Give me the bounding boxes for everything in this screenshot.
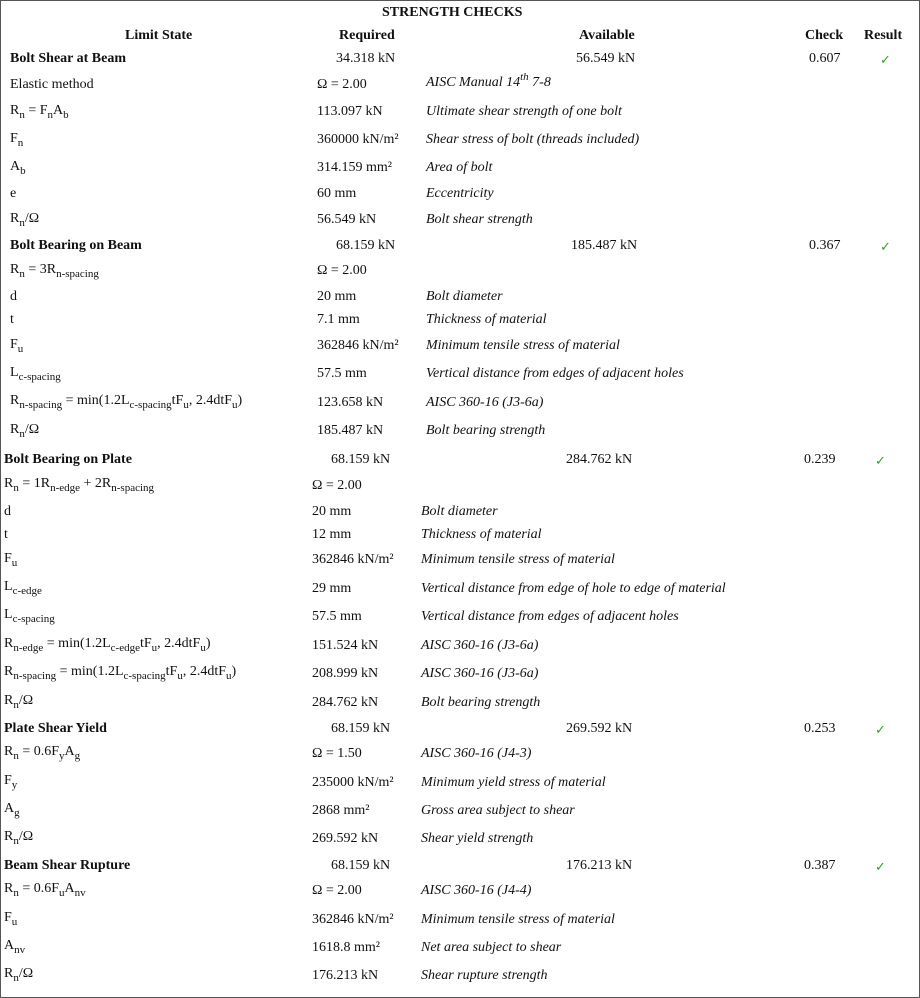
section-required: 68.159 kN [331, 452, 391, 467]
formula-rn-spacing: $R_{n-spacing} = \min(1.2L_{c-spacing}tF_u$, 2.4dtF$_u$) [4, 664, 237, 682]
section-required: 68.159 kN [331, 721, 391, 736]
section-check-ratio: 0.367 [809, 238, 841, 253]
row-value: 284.762 kN [312, 695, 379, 710]
header-limit-state: Limit State [125, 28, 193, 43]
section-check-ratio: 0.607 [809, 51, 841, 66]
row-value: Ω = 2.00 [317, 77, 367, 92]
row-description: Shear rupture strength [421, 968, 548, 983]
row-description: Area of bolt [426, 160, 493, 175]
formula-rn-edge: $R_{n-edge} = \min(1.2L_{c-edge}tF_u$, 2.4dtF$_u$) [4, 636, 211, 654]
row-label: d [4, 504, 11, 519]
symbol-rn-over-omega: $R_n/\Omega$ [4, 829, 34, 847]
row-value: 151.524 kN [312, 638, 379, 653]
row-value: 362846 kN/m² [317, 338, 399, 353]
symbol-ag: $A_g$ [4, 801, 20, 819]
row-value: 60 mm [317, 186, 357, 201]
section-available: 176.213 kN [566, 858, 633, 873]
row-value: 362846 kN/m² [312, 552, 394, 567]
pass-check-icon: ✓ [875, 453, 886, 468]
row-value: 1618.8 mm² [312, 940, 380, 955]
row-description: Thickness of material [421, 527, 542, 542]
row-value: 269.592 kN [312, 831, 379, 846]
row-description: Vertical distance from edges of adjacent holes [426, 366, 684, 381]
row-value: 57.5 mm [312, 609, 362, 624]
symbol-fy: $F_y$ [4, 773, 18, 791]
formula-rn-spacing: $R_{n-spacing} = \min(1.2L_{c-spacing}tF_u$, 2.4dtF$_u$) [10, 393, 243, 411]
row-value: 7.1 mm [317, 312, 360, 327]
row-label: Elastic method [10, 77, 94, 92]
row-description: Eccentricity [426, 186, 494, 201]
row-description: Bolt diameter [426, 289, 503, 304]
row-value: 2868 mm² [312, 803, 370, 818]
row-description: Minimum tensile stress of material [426, 338, 620, 353]
row-description: Ultimate shear strength of one bolt [426, 104, 622, 119]
row-description: Minimum tensile stress of material [421, 552, 615, 567]
section-name: Bolt Shear at Beam [10, 51, 127, 66]
row-description: Vertical distance from edge of hole to edge of material [421, 581, 726, 596]
row-description: Bolt bearing strength [421, 695, 541, 710]
formula-rn-bearing-beam: $R_n = 3R_{n-spacing}$ [10, 262, 99, 280]
section-check-ratio: 0.387 [804, 858, 836, 873]
row-description: AISC Manual 14th 7-8 [426, 71, 551, 90]
pass-check-icon: ✓ [875, 722, 886, 737]
row-value: 12 mm [312, 527, 352, 542]
row-value: 176.213 kN [312, 968, 379, 983]
symbol-anv: $A_{nv}$ [4, 938, 26, 956]
row-label: d [10, 289, 17, 304]
section-available: 269.592 kN [566, 721, 633, 736]
row-description: Net area subject to shear [421, 940, 562, 955]
symbol-rn-over-omega: $R_n/\Omega$ [10, 211, 40, 229]
symbol-lc-edge: $L_{c-edge}$ [4, 579, 42, 597]
row-value: 123.658 kN [317, 395, 384, 410]
section-name: Bolt Bearing on Plate [4, 452, 132, 467]
symbol-rn-over-omega: $R_n/\Omega$ [4, 966, 34, 984]
symbol-ab: $A_b$ [10, 159, 26, 177]
section-available: 56.549 kN [576, 51, 636, 66]
row-description: AISC 360-16 (J3-6a) [421, 666, 539, 681]
row-description: Bolt bearing strength [426, 423, 546, 438]
row-description: Vertical distance from edges of adjacent holes [421, 609, 679, 624]
row-description: Minimum yield stress of material [421, 775, 606, 790]
table-title: STRENGTH CHECKS [382, 5, 523, 20]
row-label: t [4, 527, 8, 542]
row-value: Ω = 2.00 [317, 263, 367, 278]
section-required: 68.159 kN [336, 238, 396, 253]
section-required: 68.159 kN [331, 858, 391, 873]
row-description: Gross area subject to shear [421, 803, 575, 818]
row-description: Shear yield strength [421, 831, 534, 846]
section-available: 185.487 kN [571, 238, 638, 253]
row-value: Ω = 2.00 [312, 478, 362, 493]
symbol-lc-spacing: $L_{c-spacing}$ [4, 607, 55, 625]
section-name: Bolt Bearing on Beam [10, 238, 142, 253]
row-description: Thickness of material [426, 312, 547, 327]
row-value: 185.487 kN [317, 423, 384, 438]
row-value: 235000 kN/m² [312, 775, 394, 790]
row-value: 314.159 mm² [317, 160, 392, 175]
row-label: t [10, 312, 14, 327]
pass-check-icon: ✓ [880, 239, 891, 254]
header-check: Check [805, 28, 844, 43]
row-value: 57.5 mm [317, 366, 367, 381]
symbol-fu: $F_u$ [4, 910, 18, 928]
row-value: 20 mm [312, 504, 352, 519]
symbol-fu: $F_u$ [10, 337, 24, 355]
section-check-ratio: 0.239 [804, 452, 836, 467]
symbol-rn-over-omega: $R_n/\Omega$ [10, 422, 40, 440]
pass-check-icon: ✓ [875, 859, 886, 874]
row-label: e [10, 186, 17, 201]
symbol-rn-over-omega: $R_n/\Omega$ [4, 693, 34, 711]
row-description: Bolt shear strength [426, 212, 533, 227]
symbol-fu: $F_u$ [4, 551, 18, 569]
row-description: AISC 360-16 (J3-6a) [421, 638, 539, 653]
row-description: AISC 360-16 (J3-6a) [426, 395, 544, 410]
formula-rn-bearing-plate: $R_n = 1R_{n-edge} + 2R_{n-spacing}$ [4, 476, 155, 494]
row-value: 20 mm [317, 289, 357, 304]
section-name: Beam Shear Rupture [4, 858, 131, 873]
section-required: 34.318 kN [336, 51, 396, 66]
section-name: Plate Shear Yield [4, 721, 107, 736]
formula-rn-shear-rupture: $R_n = 0.6F_uA_{nv}$ [4, 881, 86, 899]
pass-check-icon: ✓ [880, 52, 891, 67]
row-description: AISC 360-16 (J4-4) [421, 883, 532, 898]
row-description: AISC 360-16 (J4-3) [421, 746, 532, 761]
symbol-fn: $F_n$ [10, 131, 24, 149]
row-description: Bolt diameter [421, 504, 498, 519]
row-value: 56.549 kN [317, 212, 377, 227]
symbol-lc-spacing: $L_{c-spacing}$ [10, 365, 61, 383]
formula-rn-shear-yield: $R_n = 0.6F_yA_g$ [4, 744, 81, 762]
section-check-ratio: 0.253 [804, 721, 836, 736]
formula-rn-shear: $R_n = F_nA_b$ [10, 103, 69, 121]
row-description: Shear stress of bolt (threads included) [426, 132, 640, 147]
row-value: 29 mm [312, 581, 352, 596]
row-description: Minimum tensile stress of material [421, 912, 615, 927]
row-value: 208.999 kN [312, 666, 379, 681]
section-available: 284.762 kN [566, 452, 633, 467]
row-value: 113.097 kN [317, 104, 383, 119]
header-required: Required [339, 28, 395, 43]
row-value: Ω = 2.00 [312, 883, 362, 898]
header-available: Available [579, 28, 635, 43]
row-value: Ω = 1.50 [312, 746, 362, 761]
row-value: 362846 kN/m² [312, 912, 394, 927]
header-result: Result [864, 28, 903, 43]
row-value: 360000 kN/m² [317, 132, 399, 147]
